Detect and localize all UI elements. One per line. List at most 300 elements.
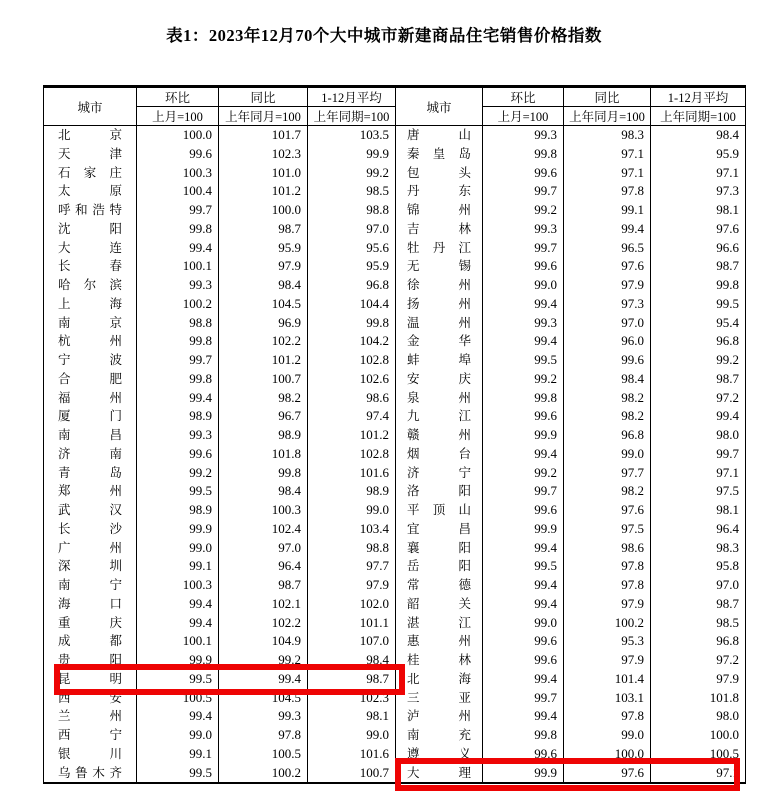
city-cell-right [396, 539, 483, 558]
city-cell-left [44, 314, 137, 333]
city-cell-left [44, 445, 137, 464]
yoy-value-right: 99.0 [564, 726, 651, 745]
table-row [44, 689, 746, 708]
city-cell-right [396, 314, 483, 333]
table-row [44, 257, 746, 276]
city-cell-left [44, 257, 137, 276]
city-cell-left [44, 164, 137, 183]
city-name-left: 乌鲁木齐 [58, 765, 122, 780]
city-cell-left [44, 482, 137, 501]
city-cell-left [44, 614, 137, 633]
avg-value-right: 98.7 [651, 595, 746, 614]
avg-value-left: 98.7 [308, 670, 396, 689]
avg-value-left: 100.7 [308, 764, 396, 784]
price-index-table [43, 85, 746, 784]
city-name-left: 长春 [58, 259, 122, 274]
header-mom-base-left: 上月=100 [137, 107, 219, 126]
mom-value-left: 99.8 [137, 220, 219, 239]
yoy-value-left: 98.4 [219, 482, 308, 501]
yoy-value-right: 98.2 [564, 407, 651, 426]
city-name-left: 厦门 [58, 409, 122, 424]
city-name-left: 天津 [58, 146, 122, 161]
table-row [44, 651, 746, 670]
yoy-value-right: 98.3 [564, 126, 651, 145]
avg-value-right: 98.7 [651, 257, 746, 276]
mom-value-left: 98.9 [137, 501, 219, 520]
yoy-value-left: 97.0 [219, 539, 308, 558]
header-yoy-right: 同比 [564, 87, 651, 107]
yoy-value-left: 95.9 [219, 239, 308, 258]
city-cell-left [44, 201, 137, 220]
city-name-left: 北京 [58, 128, 122, 142]
city-name-right: 秦皇岛 [407, 146, 471, 161]
avg-value-left: 104.2 [308, 332, 396, 351]
mom-value-right: 99.4 [483, 576, 564, 595]
city-name-right: 温州 [407, 315, 471, 330]
city-name-right: 湛江 [407, 615, 471, 630]
avg-value-right: 96.6 [651, 239, 746, 258]
city-name-left: 广州 [58, 540, 122, 555]
avg-value-right: 97.3 [651, 182, 746, 201]
mom-value-right: 99.6 [483, 407, 564, 426]
table-row [44, 220, 746, 239]
mom-value-right: 99.4 [483, 445, 564, 464]
city-cell-right [396, 276, 483, 295]
city-name-right: 丹东 [407, 184, 471, 199]
avg-value-left: 102.6 [308, 370, 396, 389]
yoy-value-right: 100.0 [564, 745, 651, 764]
city-cell-right [396, 651, 483, 670]
mom-value-left: 99.3 [137, 276, 219, 295]
yoy-value-left: 99.3 [219, 707, 308, 726]
avg-value-left: 102.0 [308, 595, 396, 614]
yoy-value-right: 99.0 [564, 445, 651, 464]
avg-value-left: 101.6 [308, 745, 396, 764]
avg-value-right: 101.8 [651, 689, 746, 708]
city-name-right: 桂林 [407, 653, 471, 667]
header-city-right: 城市 [396, 87, 483, 126]
mom-value-right: 99.7 [483, 689, 564, 708]
yoy-value-right: 100.2 [564, 614, 651, 633]
avg-value-right: 98.4 [651, 126, 746, 145]
city-name-left: 银川 [58, 746, 122, 761]
yoy-value-left: 101.0 [219, 164, 308, 183]
city-cell-left [44, 745, 137, 764]
yoy-value-left: 102.4 [219, 520, 308, 539]
city-cell-right [396, 257, 483, 276]
city-name-right: 徐州 [407, 278, 471, 292]
avg-value-left: 99.0 [308, 726, 396, 745]
city-cell-left [44, 389, 137, 408]
city-cell-right [396, 332, 483, 351]
city-name-right: 常德 [407, 578, 471, 592]
avg-value-right: 98.1 [651, 501, 746, 520]
yoy-value-right: 97.5 [564, 520, 651, 539]
mom-value-right: 99.7 [483, 182, 564, 201]
yoy-value-left: 96.4 [219, 557, 308, 576]
table-row [44, 145, 746, 164]
yoy-value-right: 97.8 [564, 557, 651, 576]
city-name-right: 韶关 [407, 596, 471, 611]
city-cell-right [396, 689, 483, 708]
city-name-right: 安庆 [407, 371, 471, 386]
header-mom-left: 环比 [137, 87, 219, 107]
city-name-left: 杭州 [58, 334, 122, 349]
avg-value-left: 102.3 [308, 689, 396, 708]
yoy-value-right: 99.4 [564, 220, 651, 239]
city-cell-left [44, 557, 137, 576]
city-cell-right [396, 464, 483, 483]
yoy-value-left: 102.1 [219, 595, 308, 614]
city-name-right: 襄阳 [407, 540, 471, 555]
mom-value-right: 99.7 [483, 239, 564, 258]
mom-value-left: 100.1 [137, 257, 219, 276]
city-name-left: 兰州 [58, 709, 122, 724]
avg-value-right: 98.7 [651, 370, 746, 389]
avg-value-right: 99.4 [651, 407, 746, 426]
mom-value-left: 99.5 [137, 764, 219, 784]
yoy-value-right: 97.1 [564, 164, 651, 183]
city-name-right: 泉州 [407, 390, 471, 405]
yoy-value-right: 99.6 [564, 351, 651, 370]
yoy-value-right: 97.0 [564, 314, 651, 333]
yoy-value-right: 98.2 [564, 482, 651, 501]
city-name-right: 牡丹江 [407, 240, 471, 255]
yoy-value-left: 102.3 [219, 145, 308, 164]
mom-value-right: 99.4 [483, 595, 564, 614]
city-cell-left [44, 689, 137, 708]
mom-value-left: 99.7 [137, 351, 219, 370]
table-body [44, 126, 746, 784]
mom-value-right: 99.5 [483, 557, 564, 576]
city-cell-left [44, 351, 137, 370]
mom-value-left: 99.8 [137, 332, 219, 351]
mom-value-right: 99.0 [483, 614, 564, 633]
avg-value-left: 99.8 [308, 314, 396, 333]
mom-value-right: 99.9 [483, 764, 564, 784]
table-row [44, 745, 746, 764]
avg-value-left: 99.2 [308, 164, 396, 183]
yoy-value-right: 97.6 [564, 501, 651, 520]
city-name-right: 锦州 [407, 203, 471, 217]
yoy-value-left: 96.7 [219, 407, 308, 426]
avg-value-left: 98.4 [308, 651, 396, 670]
mom-value-right: 99.8 [483, 726, 564, 745]
mom-value-left: 100.1 [137, 632, 219, 651]
table-row [44, 295, 746, 314]
avg-value-left: 97.0 [308, 220, 396, 239]
header-yoy-base-right: 上年同月=100 [564, 107, 651, 126]
avg-value-right: 96.4 [651, 520, 746, 539]
city-cell-left [44, 276, 137, 295]
yoy-value-right: 98.6 [564, 539, 651, 558]
city-cell-left [44, 426, 137, 445]
avg-value-right: 97.1 [651, 764, 746, 784]
yoy-value-right: 99.1 [564, 201, 651, 220]
yoy-value-left: 104.9 [219, 632, 308, 651]
city-name-left: 南昌 [58, 428, 122, 442]
mom-value-left: 99.6 [137, 445, 219, 464]
avg-value-right: 95.8 [651, 557, 746, 576]
city-cell-right [396, 764, 483, 784]
city-cell-right [396, 707, 483, 726]
city-name-right: 吉林 [407, 221, 471, 236]
table-row [44, 332, 746, 351]
city-cell-right [396, 614, 483, 633]
avg-value-right: 95.4 [651, 314, 746, 333]
mom-value-left: 99.4 [137, 389, 219, 408]
city-cell-left [44, 370, 137, 389]
yoy-value-right: 101.4 [564, 670, 651, 689]
mom-value-right: 99.6 [483, 745, 564, 764]
mom-value-left: 99.4 [137, 707, 219, 726]
city-cell-left [44, 464, 137, 483]
mom-value-right: 99.2 [483, 201, 564, 220]
city-cell-left [44, 126, 137, 145]
mom-value-right: 99.2 [483, 370, 564, 389]
yoy-value-left: 101.7 [219, 126, 308, 145]
mom-value-right: 99.3 [483, 220, 564, 239]
yoy-value-right: 97.9 [564, 595, 651, 614]
yoy-value-left: 99.4 [219, 670, 308, 689]
mom-value-left: 99.9 [137, 651, 219, 670]
avg-value-right: 100.5 [651, 745, 746, 764]
city-name-left: 西宁 [58, 728, 122, 742]
yoy-value-left: 102.2 [219, 614, 308, 633]
avg-value-left: 102.8 [308, 445, 396, 464]
yoy-value-left: 97.8 [219, 726, 308, 745]
avg-value-left: 107.0 [308, 632, 396, 651]
yoy-value-right: 97.8 [564, 182, 651, 201]
avg-value-left: 98.9 [308, 482, 396, 501]
city-name-left: 武汉 [58, 503, 122, 517]
yoy-value-left: 101.8 [219, 445, 308, 464]
mom-value-right: 99.4 [483, 670, 564, 689]
mom-value-left: 99.4 [137, 614, 219, 633]
city-cell-right [396, 126, 483, 145]
city-cell-left [44, 670, 137, 689]
city-cell-left [44, 632, 137, 651]
table-row [44, 482, 746, 501]
city-cell-right [396, 370, 483, 389]
yoy-value-right: 97.8 [564, 707, 651, 726]
city-cell-right [396, 576, 483, 595]
yoy-value-left: 98.4 [219, 276, 308, 295]
header-yoy-base-left: 上年同月=100 [219, 107, 308, 126]
city-cell-right [396, 482, 483, 501]
yoy-value-left: 98.7 [219, 220, 308, 239]
city-cell-right [396, 145, 483, 164]
mom-value-left: 98.8 [137, 314, 219, 333]
header-mom-base-right: 上月=100 [483, 107, 564, 126]
city-name-right: 扬州 [407, 296, 471, 311]
yoy-value-right: 97.6 [564, 257, 651, 276]
city-name-right: 三亚 [407, 690, 471, 705]
yoy-value-left: 100.7 [219, 370, 308, 389]
mom-value-right: 99.9 [483, 520, 564, 539]
table-row [44, 389, 746, 408]
avg-value-right: 98.5 [651, 614, 746, 633]
city-cell-right [396, 220, 483, 239]
city-cell-left [44, 576, 137, 595]
mom-value-left: 99.7 [137, 201, 219, 220]
table-row [44, 182, 746, 201]
mom-value-left: 98.9 [137, 407, 219, 426]
mom-value-right: 99.4 [483, 332, 564, 351]
mom-value-right: 99.4 [483, 295, 564, 314]
avg-value-left: 97.9 [308, 576, 396, 595]
yoy-value-right: 96.8 [564, 426, 651, 445]
mom-value-right: 99.6 [483, 164, 564, 183]
city-cell-left [44, 220, 137, 239]
city-name-right: 平顶山 [407, 503, 471, 517]
city-name-left: 青岛 [58, 465, 122, 480]
city-cell-right [396, 745, 483, 764]
avg-value-right: 99.2 [651, 351, 746, 370]
table-row [44, 595, 746, 614]
mom-value-left: 99.2 [137, 464, 219, 483]
city-cell-right [396, 164, 483, 183]
avg-value-right: 99.5 [651, 295, 746, 314]
city-cell-right [396, 501, 483, 520]
city-name-left: 上海 [58, 296, 122, 311]
avg-value-left: 97.4 [308, 407, 396, 426]
table-row [44, 557, 746, 576]
avg-value-right: 97.2 [651, 389, 746, 408]
header-avg-base-right: 上年同期=100 [651, 107, 746, 126]
yoy-value-left: 100.3 [219, 501, 308, 520]
city-cell-left [44, 726, 137, 745]
city-name-right: 济宁 [407, 465, 471, 480]
table-row [44, 670, 746, 689]
city-name-right: 大理 [407, 765, 471, 780]
mom-value-left: 99.8 [137, 370, 219, 389]
table-row [44, 501, 746, 520]
mom-value-left: 99.1 [137, 557, 219, 576]
avg-value-left: 104.4 [308, 295, 396, 314]
yoy-value-left: 104.5 [219, 295, 308, 314]
avg-value-right: 97.1 [651, 464, 746, 483]
mom-value-right: 99.4 [483, 539, 564, 558]
city-name-left: 太原 [58, 184, 122, 199]
city-cell-right [396, 295, 483, 314]
mom-value-left: 99.0 [137, 726, 219, 745]
header-row-base [44, 107, 746, 126]
city-name-left: 石家庄 [58, 165, 122, 180]
mom-value-left: 100.0 [137, 126, 219, 145]
avg-value-right: 100.0 [651, 726, 746, 745]
mom-value-left: 99.3 [137, 426, 219, 445]
yoy-value-right: 97.7 [564, 464, 651, 483]
mom-value-right: 99.2 [483, 464, 564, 483]
city-name-right: 惠州 [407, 634, 471, 649]
yoy-value-left: 97.9 [219, 257, 308, 276]
city-cell-right [396, 557, 483, 576]
avg-value-left: 98.6 [308, 389, 396, 408]
mom-value-right: 99.5 [483, 351, 564, 370]
city-cell-right [396, 182, 483, 201]
city-name-left: 昆明 [58, 671, 122, 686]
table-row [44, 201, 746, 220]
yoy-value-right: 103.1 [564, 689, 651, 708]
city-name-left: 合肥 [58, 371, 122, 386]
city-name-left: 深圳 [58, 559, 122, 574]
city-name-right: 金华 [407, 334, 471, 349]
yoy-value-left: 98.2 [219, 389, 308, 408]
city-name-left: 南宁 [58, 578, 122, 592]
table-row [44, 445, 746, 464]
table-row [44, 239, 746, 258]
avg-value-right: 97.2 [651, 651, 746, 670]
avg-value-right: 98.3 [651, 539, 746, 558]
city-name-left: 贵阳 [58, 653, 122, 667]
city-cell-right [396, 201, 483, 220]
mom-value-right: 99.7 [483, 482, 564, 501]
city-name-left: 成都 [58, 634, 122, 649]
table-row [44, 726, 746, 745]
header-avg-base-left: 上年同期=100 [308, 107, 396, 126]
table-row [44, 764, 746, 784]
mom-value-left: 99.1 [137, 745, 219, 764]
mom-value-left: 99.5 [137, 670, 219, 689]
city-name-right: 宜昌 [407, 521, 471, 536]
avg-value-right: 96.8 [651, 632, 746, 651]
mom-value-right: 99.6 [483, 632, 564, 651]
header-avg-left: 1-12月平均 [308, 87, 396, 107]
mom-value-left: 100.5 [137, 689, 219, 708]
header-yoy-left: 同比 [219, 87, 308, 107]
mom-value-left: 100.4 [137, 182, 219, 201]
yoy-value-left: 104.5 [219, 689, 308, 708]
yoy-value-left: 99.2 [219, 651, 308, 670]
city-cell-right [396, 426, 483, 445]
avg-value-right: 98.0 [651, 707, 746, 726]
avg-value-right: 98.1 [651, 201, 746, 220]
table-row [44, 276, 746, 295]
avg-value-right: 96.8 [651, 332, 746, 351]
city-cell-right [396, 595, 483, 614]
avg-value-right: 95.9 [651, 145, 746, 164]
table-row [44, 707, 746, 726]
mom-value-right: 99.6 [483, 651, 564, 670]
avg-value-left: 95.9 [308, 257, 396, 276]
table-row [44, 314, 746, 333]
city-name-right: 赣州 [407, 428, 471, 442]
city-name-right: 蚌埠 [407, 353, 471, 367]
city-cell-right [396, 726, 483, 745]
yoy-value-left: 98.9 [219, 426, 308, 445]
yoy-value-left: 100.5 [219, 745, 308, 764]
mom-value-left: 100.3 [137, 576, 219, 595]
mom-value-left: 99.4 [137, 595, 219, 614]
table-row [44, 164, 746, 183]
city-name-right: 九江 [407, 409, 471, 424]
city-name-left: 宁波 [58, 353, 122, 367]
city-cell-right [396, 670, 483, 689]
table-row [44, 407, 746, 426]
city-cell-left [44, 145, 137, 164]
avg-value-left: 101.1 [308, 614, 396, 633]
avg-value-left: 99.9 [308, 145, 396, 164]
avg-value-right: 97.6 [651, 220, 746, 239]
table-row [44, 576, 746, 595]
avg-value-right: 99.8 [651, 276, 746, 295]
city-cell-right [396, 239, 483, 258]
avg-value-right: 99.7 [651, 445, 746, 464]
city-cell-left [44, 239, 137, 258]
mom-value-right: 99.6 [483, 501, 564, 520]
yoy-value-right: 95.3 [564, 632, 651, 651]
